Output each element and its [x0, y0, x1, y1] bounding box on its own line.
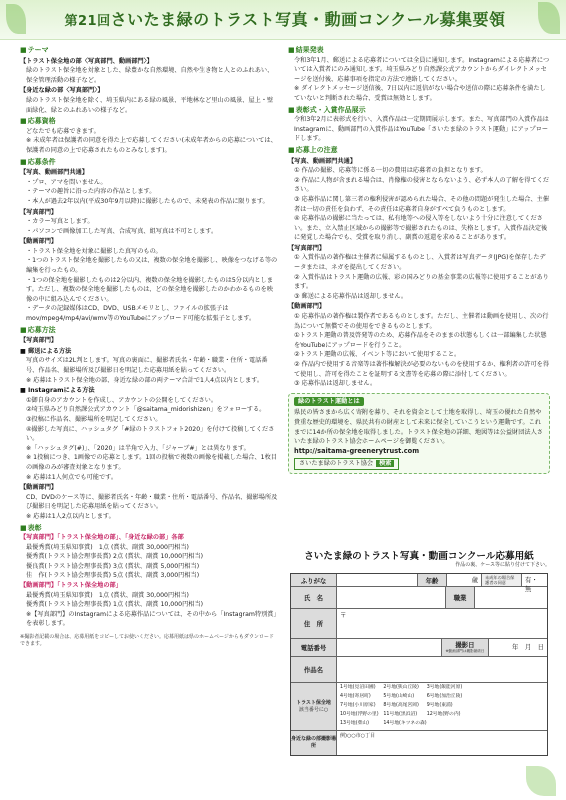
caution-item: ③ 応募作品は返却しません。	[294, 380, 377, 388]
condition-item: ・本人が過去2年以内(平成30年9月以降)に撮影したもので、未発表の作品に限ります。	[26, 197, 269, 205]
location-option[interactable]: 9号地(東浦)	[426, 703, 453, 708]
caution-sub-video: 【動画部門】	[288, 303, 326, 311]
theme-heading: ■ テーマ	[20, 46, 278, 56]
caution-item: ① 作品の撮影、応募等に係る一切の費用は応募者の負担となります。	[294, 167, 487, 175]
form-row-name	[291, 587, 547, 609]
prize-item: 佳 作(トラスト協会理事長賞) 5点 (賞状、副賞 3,000円相当)	[26, 572, 200, 580]
exhibit-heading: ■ 表彰式・入賞作品展示	[288, 106, 550, 116]
method-instagram-step: ③投稿に作品名、撮影場所を明記してください。	[26, 415, 162, 423]
method-instagram-step: ②埼玉県みどり自然課公式アカウント「@saitama_midorishizen」をフォローする。	[26, 406, 266, 414]
form-row-furigana	[291, 574, 547, 593]
prize-item: 優秀賞(トラスト協会理事長賞) 2点 (賞状、副賞 10,000円相当)	[26, 553, 204, 561]
prize-heading: ■ 表彰	[20, 524, 278, 534]
eligibility-note: ※ 未成年者は保護者の同意を得た上で応募してください(未成年者からの応募については、保護者の同意の上で応募されたものとみなします)。	[26, 137, 277, 154]
theme-text-nearby: 緑のトラスト保全地を除く、埼玉県内にある緑の風景、平地林など里山の風景、屋上・壁面緑化、緑とのふれあいの様子など。	[26, 96, 274, 114]
conditions-sub-video: 【動画部門】	[20, 238, 58, 246]
method-sub-photo: 【写真部門】	[20, 337, 58, 345]
work-field[interactable]	[337, 657, 547, 682]
result-heading: ■ 結果発表	[288, 46, 550, 56]
method-instagram-step: ①御自身のアカウントを作成し、アカウントの公開をしてください。	[26, 396, 218, 404]
caution-item: ④ 応募作品の撮影に当たっては、私有地等への侵入等をしないよう十分に注意してください。また、立入禁止区域からの撮影等で撮影されたものは、失格とします。入賞作品決定後に発覚した場合でも、受賞を取り消し、副賞の返還を求めることがあります。	[294, 215, 548, 242]
method-video-text: CD、DVDのケース等に、撮影者氏名・年齢・職業・住所・電話番号、作品名、撮影場所及び撮影日を明記した応募用紙を貼ってください。	[26, 493, 278, 511]
prize-sub-photo: 【写真部門】「トラスト保全地の部」、「身近な緑の部」各部	[20, 534, 184, 542]
location-list	[337, 683, 473, 730]
form-row-address	[291, 609, 547, 639]
name-field[interactable]	[337, 587, 445, 608]
location-option[interactable]: 14号地(キツネの森)	[383, 721, 427, 726]
condition-item: ・パソコンで画像加工した写真、合成写真、組写真は不可とします。	[26, 227, 218, 235]
prize-item: 優良賞(トラスト協会理事長賞) 3点 (賞状、副賞 5,000円相当)	[26, 562, 200, 570]
age-unit: 歳	[471, 576, 478, 584]
caution-item: ① 応募作品の著作権は製作者であるものとします。ただし、主催者は動画を使用し、次の行為について無償でその使用をできるものとします。	[294, 313, 549, 330]
conditions-sub-common: 【写真、動画部門共通】	[20, 169, 89, 177]
result-text: 令和3年1月、郵送による応募者については全員に通知します。Instagramによる応募者については入賞者にのみ通知します。埼玉県みどり自然課公式アカウントからダイレクトメッセージを送付後、応募事項を指定の方法で連絡してください。	[294, 56, 550, 83]
method-mail-text: 写真のサイズは2L判とします。写真の裏面に、撮影者氏名・年齢・職業・住所・電話番号、作品名、撮影場所及び撮影日を明記した応募用紙を貼ってください。	[26, 357, 268, 374]
search-box[interactable]	[294, 458, 399, 470]
zip-mark: 〒	[340, 611, 347, 619]
right-column	[288, 44, 550, 474]
location-option[interactable]: 4号地(寄居町)	[340, 694, 371, 699]
date-field[interactable]: 年 月 日	[512, 643, 544, 651]
exhibit-text: 令和3年2月に表彰式を行い、入賞作品は一定期間展示します。また、写真部門の入賞作品はInstagramに、動画部門の入賞作品はYouTube「さいたま緑のトラスト運動」にアップロードします。	[294, 116, 549, 143]
name-label: 氏 名	[291, 587, 337, 608]
guardian-choice[interactable]: 有・無	[521, 574, 547, 586]
location-option[interactable]: 11号地(黒浜沼)	[383, 712, 418, 717]
phone-field[interactable]	[337, 639, 441, 656]
result-note: ※ ダイレクトメッセージ送信後、7日以内に返信がない場合や送信の際に応募条件を満たしていないと判断された場合、受賞は無効とします。	[294, 85, 546, 102]
furigana-field[interactable]	[337, 574, 417, 586]
location-option[interactable]: 1号地(見沼田圃)	[340, 685, 376, 690]
location-option[interactable]: 7号地(小川原家)	[340, 703, 376, 708]
address-field[interactable]	[337, 609, 547, 638]
conditions-sub-photo: 【写真部門】	[20, 208, 58, 216]
nearby-field[interactable]: 例)○○市○丁目	[340, 733, 376, 739]
age-label: 年齢	[417, 574, 447, 586]
method-instagram-step: ④撮影した写真に、ハッシュタグ「#緑のトラストフォト2020」を付けて投稿してください。	[26, 425, 275, 443]
location-option[interactable]: 6号地(加治丘陵)	[426, 694, 463, 699]
leaf-decoration-left	[6, 4, 26, 34]
condition-item: ・トラスト保全地を対象に撮影した真写のもの。	[26, 247, 162, 255]
prize-item: 最優秀賞(埼玉県知事賞) 1点 (賞状、副賞 30,000円相当)	[26, 591, 189, 599]
date-label-sub: ※動画部門は撮影最終日	[445, 648, 485, 653]
location-option[interactable]: 2号地(狭山丘陵)	[383, 685, 419, 690]
job-field[interactable]	[475, 587, 547, 608]
header-banner	[0, 0, 566, 40]
place-label	[291, 683, 337, 730]
place-label-sub: 該当番号に○	[298, 706, 329, 713]
caution-sub-common: 【写真、動画部門共通】	[288, 157, 357, 165]
nearby-label: 身近な緑の部撮影場所	[291, 731, 337, 755]
prize-sub-video: 【動画部門】「トラスト保全地の部」	[20, 582, 122, 590]
location-option[interactable]: 13号地(柴山)	[340, 721, 370, 726]
condition-item: ・1つのトラスト保全地を撮影したもの又は、複数の保全地を撮影し、映像をつなげる等の編集を行ったもの。	[26, 257, 278, 275]
theme-sub-trust: 【トラスト保全地の部〈写真部門、動画部門〉】	[20, 57, 153, 65]
caution-item: ② 入賞作品はトラスト運動の広報、彩の国みどりの基金事業の広報等に使用することがあります。	[294, 273, 549, 291]
form-row-nearby	[291, 731, 547, 755]
guardian-label: 未成年の場合保護者の同意	[481, 574, 521, 586]
search-button[interactable]: 検索	[376, 460, 394, 467]
page-title	[40, 8, 530, 32]
method-instagram-note: ※ 応募は1人何点でも可能です。	[26, 473, 118, 481]
theme-text-trust: 緑のトラスト保全地を対象とした、緑豊かな自然環境、自然や生き物と人とのふれあい、保全管理活動の様子など。	[26, 67, 274, 84]
condition-item: ・プロ、アマを問いません。	[26, 178, 107, 186]
footnote: ※撮影者記載の場合は、応募用紙をコピーしてお使いください。応募用紙は県のホームページからもダウンロードできます。	[20, 634, 274, 648]
date-label-text: 撮影日	[455, 640, 475, 649]
location-option[interactable]: 5号地(山崎山)	[383, 694, 415, 699]
left-column	[20, 44, 278, 648]
leaf-decoration-right	[538, 2, 560, 34]
trust-info-heading: 緑のトラスト運動とは	[294, 397, 364, 407]
method-instagram-note: ※「ハッシュタグ(#)」、「2020」は半角で入力、「ジャーブ#」とは異なります。	[26, 444, 250, 452]
method-mail-note: ※ 応募はトラスト保全地の部、身近な緑の部の両テーマ合計で1人4点以内とします。	[26, 376, 264, 384]
title-prefix: 第21回	[64, 14, 111, 29]
eligibility-text: どなたでも応募できます。	[26, 127, 100, 135]
method-instagram-note: ※ 1投稿につき、1画像での応募とします。1回の投稿で複数の画像を掲載した場合、1枚目の画像のみが審査対象となります。	[26, 454, 277, 471]
condition-item: ・テーマの趣旨に沿った内容の作品とします。	[26, 188, 156, 196]
caution-item: ① 入賞作品の著作権は主催者に帰属するものとし、入賞者は写真データ(JPG)を保存したデータまたは、ネガを提出してください。	[294, 254, 546, 272]
caution-item: ② 作品に人物が含まれる場合は、肖像権の侵害とならないよう、必ず本人の了解を得てください。	[294, 176, 550, 194]
method-sub-video: 【動画部門】	[20, 484, 58, 492]
caution-item: ② 作品内で使用する音楽等は著作権解決が必要のないものを使用するか、権利者の許可を得て使用し、許可を得たことを証明する文書等を応募の際に添付してください。	[294, 361, 550, 378]
conditions-heading: ■ 応募条件	[20, 158, 278, 168]
trust-info-text: 県民の皆さまから広く寄附を募り、それを資金として土地を取得し、埼玉の優れた自然や貴重な歴史的環境を、県民共有の財産として未来に保全していこうという運動です。これまでに14か所の保全地を取得しました。トラスト保全地の詳細、地図等は公益財団法人さいたま緑のトラスト協会ホームページを御覧ください。	[294, 409, 543, 446]
caution-sub-photo: 【写真部門】	[288, 244, 326, 252]
prize-note: ※【写真部門】のInstagramによる応募作品については、その中から「Instagram特別賞」を表彰します。	[26, 610, 277, 628]
method-mail-heading: ■ 郵送による方法	[20, 347, 72, 355]
prize-item: 優秀賞(トラスト協会理事長賞) 1点 (賞状、副賞 10,000円相当)	[26, 601, 204, 609]
trust-info-url[interactable]: http://saitama-greenerytrust.com	[294, 446, 420, 455]
method-video-note: ※ 応募は1人2点以内とします。	[26, 512, 115, 520]
condition-item: ・1つの保全地を撮影したものは2分以内、複数の保全地を撮影したものは5分以内とします。ただし、複数の保全地を撮影したものは、どの保全地を撮影したのかわかるものを映像の中に組み込んでください。	[26, 276, 274, 303]
form-note: 作品の裏、ケース等に貼り付けて下さい。	[455, 562, 550, 568]
age-field[interactable]	[447, 574, 481, 586]
caution-item: ③ 郵送による応募作品は返却しません。	[294, 292, 408, 300]
address-label: 住 所	[291, 609, 337, 638]
job-label: 職業	[445, 587, 475, 608]
trust-info-box	[288, 393, 550, 474]
form-title: さいたま緑のトラスト写真・動画コンクール応募用紙	[304, 551, 534, 562]
application-form	[290, 573, 548, 756]
condition-item: ・カラー写真とします。	[26, 218, 94, 226]
form-row-phone	[291, 639, 547, 657]
search-text: さいたま緑のトラスト協会	[299, 460, 374, 468]
furigana-label: ふりがな	[291, 574, 337, 586]
caution-item: ③ 応募作品に関し第三者の権利侵害が認められた場合、その他の問題が発生した場合、主催者は一切の責任を負わず、その責任は応募者自身がすべて負うものとします。	[294, 195, 550, 213]
location-option[interactable]: 12号地(野の内)	[426, 712, 461, 717]
caution-item: ①トラスト運動の普及啓発等のため、応募作品をそのままの状態もしくは一部編集した状態をYouTubeにアップロードを行うこと。	[294, 332, 547, 349]
caution-item: ②トラスト運動の広報、イベント等において使用すること。	[294, 351, 461, 359]
phone-label: 電話番号	[291, 639, 337, 656]
method-heading: ■ 応募方法	[20, 326, 278, 336]
title-main: さいたま緑のトラスト写真・動画コンクール募集要領	[110, 10, 506, 29]
caution-heading: ■ 応募上の注意	[288, 146, 550, 156]
location-option[interactable]: 3号地(飯能河原)	[426, 685, 463, 690]
prize-item: 最優秀賞(埼玉県知事賞) 1点 (賞状、副賞 30,000円相当)	[26, 543, 189, 551]
form-row-place	[291, 683, 547, 731]
condition-item: ・データの記録媒体はCD、DVD、USBメモリとし、ファイルの拡張子はmov/mpeg4/mp4/avi/wmv等のYouTubeにアップロード可能な拡張子とします。	[26, 305, 256, 323]
date-label	[441, 639, 489, 656]
place-label-text: トラスト保全地	[296, 699, 331, 706]
theme-sub-nearby: 【身近な緑の部〈写真部門〉】	[20, 87, 104, 95]
location-option[interactable]: 10号地(浮野の里)	[340, 712, 379, 717]
location-option[interactable]: 8号地(高尾宮岡)	[383, 703, 419, 708]
work-label: 作品名	[291, 657, 337, 682]
eligibility-heading: ■ 応募資格	[20, 117, 278, 127]
form-row-work	[291, 657, 547, 683]
leaf-decoration-bottom	[526, 766, 556, 796]
method-instagram-heading: ■ Instagramによる方法	[20, 387, 95, 395]
